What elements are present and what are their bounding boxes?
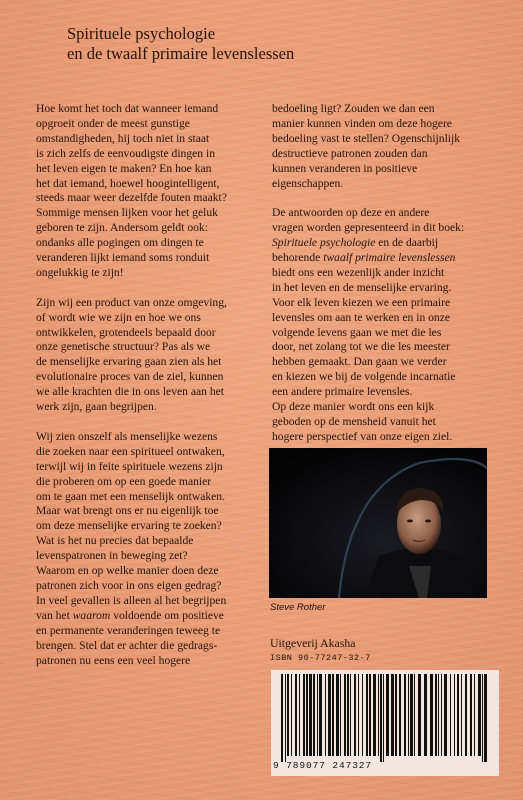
barcode-bar (408, 674, 409, 756)
photo-caption: Steve Rother (270, 602, 326, 613)
barcode-bar (362, 674, 363, 756)
barcode-bar (347, 674, 349, 756)
paragraph-5: De antwoorden op deze en andere vragen worden gepresenteerd in dit boek: Spirituele psychologie en de daarbij behorende twaalf primaire levenslessen biedt ons een wezenlijk ander inzicht in het leven en de menselijke ervaring. Voor elk leven kiezen we een primaire levensles om aan te werken en in onze volgende levens gaan we met die les door, net zolang tot we die les meester hebben gemaakt. Dan gaan we verder en kiezen we bij de volgende incarnatie een andere primaire levensles. Op deze manier wordt ons een kijk geboden op de mensheid vanuit het hogere perspectief van onze eigen ziel. (272, 206, 465, 443)
barcode-bar (424, 674, 427, 756)
barcode-bar (404, 674, 406, 756)
barcode-bar (438, 674, 439, 756)
barcode-bar (358, 674, 359, 756)
barcode-bar (391, 674, 394, 756)
paragraph-2: Zijn wij een product van onze omgeving, of wordt wie we zijn en hoe we ons ontwikkelen, grotendeels bepaald door onze genetische structuur? Pas als we de menselijke ervaring gaan zien als het evolutionaire proces van de ziel, kunnen we alle krachten die in ons leven aan het werk zijn, gaan begrijpen. (36, 295, 227, 414)
barcode-bar (474, 674, 475, 756)
barcode-bar (332, 674, 334, 756)
barcode-bar (309, 674, 312, 756)
title-line-1: Spirituele psychologie (67, 24, 216, 43)
barcode-bar (306, 674, 308, 756)
left-column (36, 102, 271, 683)
barcode-bar (336, 674, 339, 756)
paragraph-1: Hoe komt het toch dat wanneer iemand opgroeit onder de meest gunstige omstandigheden, hij toch niet in staat is zich zelfs de eenvoudigste dingen in het leven eigen te maken? En hoe kan het dat iemand, hoewel hoogintelligent, steeds maar weer dezelfde fouten maakt? Sommige mensen lijken voor het geluk geboren te zijn. Andersom geldt ook: ondanks alle pogingen om dingen te veranderen lijkt iemand soms ronduit ongelukkig te zijn! (36, 102, 227, 279)
italic-waarom: waarom (72, 608, 111, 622)
barcode-bar (373, 674, 376, 756)
barcode-bar (328, 674, 331, 756)
barcode-bar (441, 674, 442, 756)
author-portrait-image (269, 448, 487, 598)
barcode-bar (287, 674, 289, 756)
isbn-number: ISBN 90-77247-32-7 (270, 653, 371, 663)
barcode-bar (470, 674, 472, 756)
barcode-bar (418, 674, 421, 756)
italic-book-subtitle: twaalf primaire levenslessen (323, 251, 456, 265)
barcode-bar (454, 674, 455, 756)
barcode-bar (295, 674, 297, 756)
barcode-bar (435, 674, 437, 756)
barcode-bar (386, 674, 389, 756)
barcode-bar (465, 674, 467, 756)
barcode-bar (457, 674, 459, 756)
barcode-bar (378, 674, 379, 756)
barcode-digits: 9 789077 247327 (273, 760, 373, 771)
barcode-bar (380, 674, 382, 762)
italic-book-title: Spirituele psychologie (272, 236, 376, 250)
right-column (272, 102, 497, 460)
barcode-bar (354, 674, 356, 756)
barcode-bar (281, 674, 283, 762)
barcode-bar (410, 674, 413, 756)
barcode-bar (399, 674, 401, 756)
barcode-bar (395, 674, 397, 756)
barcode-bar (313, 674, 315, 756)
paragraph-3: Wij zien onszelf als menselijke wezens die zoeken naar een spiritueel ontwaken, terwijl wij in feite spirituele wezens zijn die proberen om op een goede manier om te gaan met een menselijk ontwaken. Maar wat brengt ons er nu eigenlijk toe om deze menselijke ervaring te zoeken? Wat is het nu precies dat bepaalde levenspatronen in beweging zet? Waarom en op welke manier doen deze patronen zich voor in ons eigen gedrag? In veel gevallen is alleen al het begrijpen van het waarom voldoende om positieve en permanente veranderingen teweeg te brengen. Stel dat er achter die gedrags- patronen nu eens een veel hogere (36, 429, 227, 667)
barcode-bar (478, 674, 481, 756)
barcode-bar (299, 674, 300, 756)
barcode-bar (450, 674, 451, 756)
paragraph-4: bedoeling ligt? Zouden we dan een manier kunnen vinden om deze hogere bedoeling vast te stellen? Ogenschijnlijk destructieve patronen zouden dan kunnen veranderen in positieve eigenschappen. (272, 102, 461, 190)
author-photo (269, 448, 487, 598)
book-title (67, 24, 467, 64)
barcode-bar (303, 674, 305, 756)
barcode-bar (369, 674, 371, 756)
barcode-bar (482, 674, 483, 762)
barcode-bar (383, 674, 384, 762)
barcode-bar (285, 674, 286, 762)
barcode-bar (444, 674, 447, 756)
barcode-bar (461, 674, 462, 756)
barcode-bar (319, 674, 322, 756)
barcode-bar (430, 674, 433, 756)
title-line-2: en de twaalf primaire levenslessen (67, 44, 295, 63)
barcode-bar (350, 674, 351, 756)
barcode-bar (340, 674, 341, 756)
barcode-bar (484, 674, 487, 762)
barcode-bar (414, 674, 415, 756)
publisher-name: Uitgeverij Akasha (270, 636, 356, 650)
barcode-bar (344, 674, 346, 756)
barcode-bar (317, 674, 318, 756)
barcode-bar (325, 674, 326, 756)
barcode-bar (366, 674, 368, 756)
barcode-bar (291, 674, 292, 756)
barcode (271, 670, 499, 776)
